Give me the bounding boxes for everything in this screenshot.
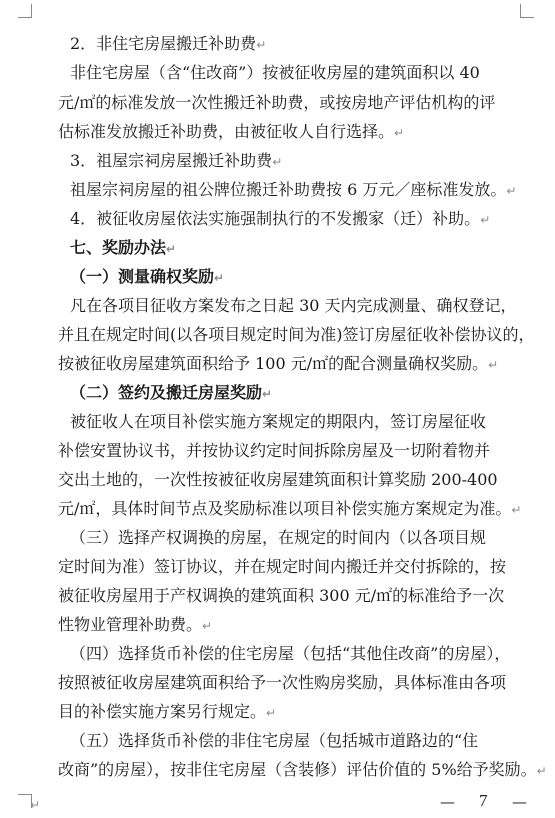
paragraph-line: （五）选择货币补偿的非住宅房屋（包括城市道路边的“住 <box>70 731 479 750</box>
paragraph-line: 非住宅房屋（含“住改商”）按被征收房屋的建筑面积以 40 <box>70 63 480 82</box>
empty-paragraph-mark: ↵ <box>30 798 41 812</box>
footer-dash-right: — <box>512 793 527 811</box>
paragraph-line: 元/㎡，具体时间节点及奖励标准以项目补偿实施方案规定为准。↵ <box>58 499 522 518</box>
page-corner-mark-top-left <box>18 4 32 18</box>
paragraph-line: （三）选择产权调换的房屋，在规定的时间内（以各项目规 <box>70 528 487 547</box>
paragraph-line: 按被征收房屋建筑面积给予 100 元/㎡的配合测量确权奖励。↵ <box>58 354 499 373</box>
subsection-heading: （二）签约及搬迁房屋奖励↵ <box>70 383 273 402</box>
section-heading: 七、奖励办法↵ <box>70 238 177 257</box>
paragraph-line: 2．非住宅房屋搬迁补助费↵ <box>70 34 267 53</box>
subsection-heading: （一）测量确权奖励↵ <box>70 267 225 286</box>
paragraph-line: 定时间为准）签订协议，并在规定时间内搬迁并交付拆除的，按 <box>58 557 507 576</box>
paragraph-line: 估标准发放搬迁补助费，由被征收人自行选择。↵ <box>58 122 405 141</box>
footer-dash-left: — <box>440 793 455 811</box>
paragraph-line: 凡在各项目征收方案发布之日起 30 天内完成测量、确权登记， <box>70 296 517 315</box>
paragraph-line: 祖屋宗祠房屋的祖公牌位搬迁补助费按 6 万元／座标准发放。↵ <box>70 180 517 199</box>
paragraph-line: 交出土地的，一次性按被征收房屋建筑面积计算奖励 200-400 <box>58 470 498 489</box>
paragraph-line: 补偿安置协议书，并按协议约定时间拆除房屋及一切附着物并 <box>58 441 491 460</box>
page-number: 7 <box>479 791 488 810</box>
paragraph-line: 4．被征收房屋依法实施强制执行的不发搬家（迁）补助。↵ <box>70 209 491 228</box>
paragraph-line: 改商”的房屋），按非住宅房屋（含装修）评估价值的 5%给予奖励。↵ <box>58 760 547 779</box>
paragraph-line: 性物业管理补助费。↵ <box>58 615 213 634</box>
page-corner-mark-top-right <box>520 4 534 18</box>
paragraph-line: 并且在规定时间(以各项目规定时间为准)签订房屋征收补偿协议的， <box>58 325 535 344</box>
paragraph-line: 元/㎡的标准发放一次性搬迁补助费，或按房地产评估机构的评 <box>58 93 496 112</box>
paragraph-line: （四）选择货币补偿的住宅房屋（包括“其他住改商”的房屋）， <box>70 644 511 663</box>
paragraph-line: 被征收房屋用于产权调换的建筑面积 300 元/㎡的标准给予一次 <box>58 586 505 605</box>
paragraph-line: 按照被征收房屋建筑面积给予一次性购房奖励，具体标准由各项 <box>58 673 507 692</box>
paragraph-line: 3．祖屋宗祠房屋搬迁补助费↵ <box>70 151 283 170</box>
paragraph-line: 目的补偿实施方案另行规定。↵ <box>58 702 277 721</box>
paragraph-line: 被征收人在项目补偿实施方案规定的期限内，签订房屋征收 <box>70 412 487 431</box>
